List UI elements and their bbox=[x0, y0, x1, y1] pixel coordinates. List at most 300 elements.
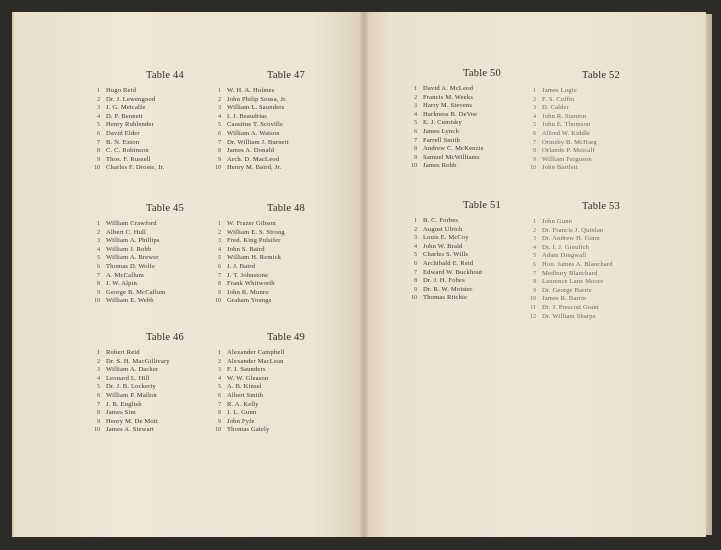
seat-number: 3 bbox=[533, 105, 536, 112]
seat-number: 1 bbox=[218, 88, 221, 94]
guest-row bbox=[86, 358, 226, 367]
guest-name: R. A. Kelly bbox=[227, 400, 259, 408]
seat-number: 3 bbox=[97, 105, 100, 112]
guest-name: William A. Brewer bbox=[106, 254, 159, 262]
table-44 bbox=[86, 70, 226, 173]
guest-row bbox=[207, 297, 347, 306]
seat-number: 2 bbox=[218, 229, 221, 236]
guest-row bbox=[86, 237, 226, 246]
guest-row bbox=[207, 237, 347, 246]
guest-name: Adam Dingwall bbox=[542, 252, 587, 260]
guest-row bbox=[86, 113, 226, 122]
guest-row bbox=[86, 104, 226, 113]
guest-name: Alexander MacLean bbox=[227, 357, 284, 365]
seat-number: 4 bbox=[533, 113, 536, 120]
table-title: Table 46 bbox=[146, 332, 184, 343]
guest-row bbox=[86, 156, 226, 165]
guest-row bbox=[86, 272, 226, 281]
guest-row bbox=[207, 366, 347, 375]
guest-name: D. P. Bennett bbox=[106, 112, 143, 120]
guest-row bbox=[522, 87, 662, 96]
table-title: Table 52 bbox=[582, 70, 620, 81]
seat-number: 8 bbox=[97, 148, 100, 155]
guest-row bbox=[522, 313, 662, 322]
seat-number: 1 bbox=[218, 221, 221, 227]
seat-number: 1 bbox=[97, 350, 100, 356]
guest-row bbox=[86, 121, 226, 130]
guest-name: John W. Brald bbox=[423, 242, 463, 250]
guest-name: John S. Baird bbox=[227, 245, 265, 253]
seat-number: 2 bbox=[97, 229, 100, 236]
seat-number: 5 bbox=[414, 252, 417, 259]
guest-name: B. C. Forbes bbox=[423, 217, 459, 224]
guest-row bbox=[86, 426, 226, 435]
seat-number: 8 bbox=[414, 146, 417, 153]
seat-number: 1 bbox=[414, 86, 417, 92]
guest-row bbox=[86, 96, 226, 105]
guest-row bbox=[207, 139, 347, 148]
guest-row bbox=[86, 139, 226, 148]
seat-number: 8 bbox=[533, 148, 536, 155]
guest-row bbox=[207, 220, 347, 229]
guest-name: E. J. Cumisky bbox=[423, 119, 462, 127]
seat-number: 6 bbox=[97, 130, 100, 137]
guest-row bbox=[522, 156, 662, 165]
guest-row bbox=[522, 130, 662, 139]
guest-name: W. Frazer Gibson bbox=[227, 220, 276, 227]
seat-number: 1 bbox=[414, 218, 417, 224]
seat-number: 10 bbox=[411, 163, 417, 170]
guest-list bbox=[86, 349, 226, 435]
guest-name: I. J. Beaudrias bbox=[227, 112, 267, 120]
seat-number: 9 bbox=[414, 286, 417, 293]
seat-number: 9 bbox=[414, 154, 417, 161]
seat-number: 8 bbox=[97, 281, 100, 288]
guest-name: William A. Phillips bbox=[106, 237, 160, 245]
guest-row bbox=[207, 147, 347, 156]
seat-number: 5 bbox=[533, 122, 536, 129]
guest-row bbox=[522, 139, 662, 148]
guest-name: Alexander Campbell bbox=[227, 349, 285, 356]
seat-number: 8 bbox=[97, 410, 100, 417]
guest-row bbox=[522, 244, 662, 253]
guest-name: David A. McLeod bbox=[423, 85, 474, 92]
guest-row bbox=[522, 113, 662, 122]
guest-row bbox=[86, 392, 226, 401]
seat-number: 4 bbox=[97, 375, 100, 382]
guest-row bbox=[86, 220, 226, 229]
guest-name: Dr. J. H. Fobes bbox=[423, 277, 465, 285]
guest-name: Arch. D. MacLeod bbox=[227, 155, 280, 163]
guest-row bbox=[522, 96, 662, 105]
guest-name: James R. Barrie bbox=[542, 295, 587, 303]
table-title: Table 48 bbox=[267, 203, 305, 214]
seat-number: 9 bbox=[97, 156, 100, 163]
guest-row bbox=[207, 121, 347, 130]
guest-name: James A. Stewart bbox=[106, 426, 154, 434]
guest-row bbox=[207, 229, 347, 238]
seat-number: 11 bbox=[530, 304, 536, 311]
guest-name: J. B. English bbox=[106, 400, 142, 408]
seat-number: 1 bbox=[97, 221, 100, 227]
guest-name: F. S. Coffin bbox=[542, 95, 575, 103]
seat-number: 1 bbox=[218, 350, 221, 356]
seat-number: 2 bbox=[218, 358, 221, 365]
guest-row bbox=[207, 383, 347, 392]
seat-number: 3 bbox=[97, 238, 100, 245]
seat-number: 9 bbox=[218, 289, 221, 296]
seat-number: 7 bbox=[533, 139, 536, 146]
seat-number: 2 bbox=[218, 96, 221, 103]
guest-row bbox=[86, 87, 226, 96]
guest-name: William J. Robb bbox=[106, 245, 152, 253]
seat-number: 4 bbox=[218, 246, 221, 253]
guest-name: Dr. I. J. Greulich bbox=[542, 243, 590, 251]
seat-number: 8 bbox=[218, 281, 221, 288]
guest-name: Francis M. Weeks bbox=[423, 93, 473, 101]
guest-row bbox=[86, 280, 226, 289]
guest-name: A. McCallum bbox=[106, 271, 144, 279]
guest-row bbox=[86, 383, 226, 392]
seat-number: 9 bbox=[97, 418, 100, 425]
seat-number: 3 bbox=[533, 236, 536, 243]
table-title: Table 53 bbox=[582, 201, 620, 212]
guest-row bbox=[207, 409, 347, 418]
guest-name: B. N. Exton bbox=[106, 138, 140, 146]
guest-row bbox=[86, 246, 226, 255]
guest-row bbox=[522, 147, 662, 156]
guest-name: William A. Dacker bbox=[106, 366, 159, 374]
guest-name: Dr. Francis J. Quinlan bbox=[542, 226, 604, 234]
seat-number: 6 bbox=[97, 392, 100, 399]
guest-row bbox=[522, 278, 662, 287]
guest-row bbox=[522, 295, 662, 304]
seat-number: 5 bbox=[218, 122, 221, 129]
guest-name: Archibald E. Reid bbox=[423, 259, 474, 267]
guest-row bbox=[207, 87, 347, 96]
guest-name: William Crawford bbox=[106, 220, 157, 227]
seat-number: 1 bbox=[533, 88, 536, 94]
guest-name: Graham Youngs bbox=[227, 297, 272, 305]
guest-name: James Logie bbox=[542, 87, 577, 94]
guest-name: Medbury Blanchard bbox=[542, 269, 598, 277]
guest-name: John R. Munro bbox=[227, 288, 269, 296]
table-title: Table 51 bbox=[463, 200, 501, 211]
guest-name: C. C. Robinson bbox=[106, 147, 149, 155]
seat-number: 5 bbox=[533, 253, 536, 260]
guest-name: William E. S. Strong bbox=[227, 228, 285, 236]
seat-number: 9 bbox=[97, 289, 100, 296]
seat-number: 5 bbox=[97, 384, 100, 391]
guest-name: Charles S. Wills bbox=[423, 251, 469, 259]
seat-number: 5 bbox=[218, 255, 221, 262]
guest-name: Harry M. Stevens bbox=[423, 102, 473, 110]
seat-number: 9 bbox=[218, 418, 221, 425]
seat-number: 5 bbox=[97, 122, 100, 129]
guest-name: Charles F. Droste, Jr. bbox=[106, 164, 165, 172]
guest-name: Thomas Ritchie bbox=[423, 294, 468, 302]
seat-number: 7 bbox=[218, 272, 221, 279]
seat-number: 4 bbox=[414, 111, 417, 118]
guest-name: John E. Thomson bbox=[542, 121, 591, 129]
guest-name: Hon. James A. Blanchard bbox=[542, 260, 613, 268]
table-49 bbox=[207, 332, 347, 435]
guest-row bbox=[522, 121, 662, 130]
guest-row bbox=[522, 164, 662, 173]
page-edge bbox=[706, 14, 712, 535]
guest-row bbox=[207, 375, 347, 384]
guest-name: Dr. William Sharpe bbox=[542, 312, 596, 320]
guest-name: W. W. Gleason bbox=[227, 374, 269, 382]
guest-name: Dr. J. Lewengood bbox=[106, 95, 156, 103]
guest-row bbox=[207, 263, 347, 272]
guest-row bbox=[207, 156, 347, 165]
seat-number: 7 bbox=[97, 401, 100, 408]
guest-name: Fred. King Pulsifer bbox=[227, 237, 281, 245]
seat-number: 10 bbox=[530, 165, 536, 172]
seat-number: 4 bbox=[533, 244, 536, 251]
guest-row bbox=[86, 375, 226, 384]
seat-number: 7 bbox=[218, 401, 221, 408]
guest-row bbox=[207, 164, 347, 173]
guest-name: Hugo Reid bbox=[106, 87, 137, 94]
seat-number: 8 bbox=[533, 279, 536, 286]
guest-name: John R. Stanton bbox=[542, 112, 587, 120]
guest-name: Albert C. Hull bbox=[106, 228, 147, 236]
guest-name: August Ulrich bbox=[423, 225, 463, 233]
seat-number: 6 bbox=[414, 260, 417, 267]
guest-row bbox=[522, 227, 662, 236]
guest-row bbox=[522, 304, 662, 313]
guest-name: Andrew C. McKenzie bbox=[423, 145, 484, 153]
guest-list bbox=[207, 220, 347, 306]
guest-row bbox=[86, 297, 226, 306]
seat-number: 6 bbox=[218, 130, 221, 137]
guest-name: Thomas Gately bbox=[227, 426, 270, 434]
guest-list bbox=[86, 87, 226, 173]
seat-number: 7 bbox=[97, 272, 100, 279]
guest-row bbox=[207, 113, 347, 122]
seat-number: 6 bbox=[414, 128, 417, 135]
seat-number: 7 bbox=[414, 269, 417, 276]
guest-name: James Lynch bbox=[423, 127, 459, 135]
guest-row bbox=[207, 401, 347, 410]
guest-row bbox=[86, 147, 226, 156]
guest-name: F. J. Saunders bbox=[227, 366, 266, 374]
seat-number: 10 bbox=[215, 298, 221, 305]
seat-number: 6 bbox=[218, 263, 221, 270]
seat-number: 3 bbox=[414, 103, 417, 110]
guest-name: Henry M. De Mott bbox=[106, 417, 158, 425]
guest-name: John Gunn bbox=[542, 218, 573, 225]
guest-list bbox=[522, 218, 662, 321]
guest-name: Edward W. Buckhout bbox=[423, 268, 483, 276]
guest-name: J. W. Alpin bbox=[106, 280, 137, 288]
table-title: Table 50 bbox=[463, 68, 501, 79]
guest-name: J. J. Baird bbox=[227, 262, 256, 270]
table-52 bbox=[522, 70, 662, 173]
guest-name: William E. Webb bbox=[106, 297, 154, 305]
guest-name: James Robb bbox=[423, 162, 457, 170]
guest-row bbox=[207, 254, 347, 263]
seat-number: 2 bbox=[414, 226, 417, 233]
guest-name: Dr. S. H. MacGillivary bbox=[106, 357, 170, 365]
guest-name: D. Calder bbox=[542, 104, 569, 112]
guest-row bbox=[86, 289, 226, 298]
guest-name: Louis E. McCoy bbox=[423, 234, 469, 242]
guest-name: Frank Whitworth bbox=[227, 280, 275, 288]
seat-number: 3 bbox=[218, 367, 221, 374]
guest-name: Dr. J. Prescott Grant bbox=[542, 303, 599, 311]
guest-row bbox=[522, 252, 662, 261]
guest-name: Leonard L. Hill bbox=[106, 374, 150, 382]
guest-name: Thomas D. Wolfe bbox=[106, 262, 156, 270]
guest-row bbox=[86, 130, 226, 139]
guest-list bbox=[86, 220, 226, 306]
seat-number: 10 bbox=[530, 296, 536, 303]
seat-number: 1 bbox=[533, 219, 536, 225]
guest-name: Alfred W. Kiddle bbox=[542, 129, 590, 137]
guest-row bbox=[86, 164, 226, 173]
seat-number: 10 bbox=[94, 427, 100, 434]
guest-name: J. L. Gunn bbox=[227, 409, 257, 417]
guest-name: James A. Donald bbox=[227, 147, 275, 155]
guest-row bbox=[86, 409, 226, 418]
seat-number: 9 bbox=[533, 156, 536, 163]
guest-row bbox=[522, 270, 662, 279]
guest-name: David Elder bbox=[106, 129, 140, 137]
guest-name: William A. Watson bbox=[227, 129, 280, 137]
guest-name: Laurence Lane Moore bbox=[542, 278, 604, 286]
guest-row bbox=[86, 229, 226, 238]
seat-number: 8 bbox=[218, 148, 221, 155]
guest-list bbox=[522, 87, 662, 173]
seat-number: 4 bbox=[97, 113, 100, 120]
guest-name: William L. Saunders bbox=[227, 104, 285, 112]
seat-number: 5 bbox=[218, 384, 221, 391]
seat-number: 7 bbox=[97, 139, 100, 146]
table-title: Table 47 bbox=[267, 70, 305, 81]
seat-number: 10 bbox=[94, 165, 100, 172]
table-45 bbox=[86, 203, 226, 306]
table-title: Table 44 bbox=[146, 70, 184, 81]
guest-row bbox=[207, 96, 347, 105]
seat-number: 7 bbox=[533, 270, 536, 277]
table-title: Table 45 bbox=[146, 203, 184, 214]
seat-number: 7 bbox=[218, 139, 221, 146]
guest-name: John Fyfe bbox=[227, 417, 255, 425]
seat-number: 4 bbox=[97, 246, 100, 253]
guest-name: Dr. William J. Burnett bbox=[227, 138, 289, 146]
guest-row bbox=[86, 366, 226, 375]
seat-number: 2 bbox=[97, 358, 100, 365]
guest-name: A. B. Kinsel bbox=[227, 383, 262, 391]
book-gutter bbox=[360, 12, 368, 537]
guest-row bbox=[207, 392, 347, 401]
guest-list bbox=[207, 87, 347, 173]
seat-number: 6 bbox=[533, 130, 536, 137]
table-title: Table 49 bbox=[267, 332, 305, 343]
guest-name: Ormsby B. McHarg bbox=[542, 138, 597, 146]
guest-name: William H. Remick bbox=[227, 254, 282, 262]
guest-row bbox=[522, 104, 662, 113]
seat-number: 10 bbox=[215, 165, 221, 172]
seat-number: 5 bbox=[414, 120, 417, 127]
guest-row bbox=[207, 104, 347, 113]
guest-name: Albert Smith bbox=[227, 391, 264, 399]
table-48 bbox=[207, 203, 347, 306]
seat-number: 4 bbox=[218, 375, 221, 382]
seat-number: 8 bbox=[414, 278, 417, 285]
guest-name: Thos. F. Russell bbox=[106, 155, 151, 163]
seat-number: 3 bbox=[97, 367, 100, 374]
seat-number: 4 bbox=[218, 113, 221, 120]
guest-name: Henry M. Baird, Jr. bbox=[227, 164, 282, 172]
guest-name: Dr. Andrew H. Gunn bbox=[542, 235, 600, 243]
seat-number: 7 bbox=[414, 137, 417, 144]
guest-name: Henry Ruhlender bbox=[106, 121, 154, 129]
seat-number: 9 bbox=[218, 156, 221, 163]
seat-number: 6 bbox=[218, 392, 221, 399]
seat-number: 12 bbox=[530, 313, 536, 320]
seat-number: 10 bbox=[215, 427, 221, 434]
guest-name: William Ferguson bbox=[542, 155, 592, 163]
guest-row bbox=[207, 426, 347, 435]
seat-number: 2 bbox=[533, 227, 536, 234]
seat-number: 5 bbox=[97, 255, 100, 262]
guest-row bbox=[86, 349, 226, 358]
seat-number: 2 bbox=[97, 96, 100, 103]
guest-row bbox=[207, 130, 347, 139]
guest-name: Dr. J. B. Lockerty bbox=[106, 383, 156, 391]
guest-name: Dr. R. W. Moister bbox=[423, 285, 473, 293]
seat-number: 6 bbox=[533, 261, 536, 268]
guest-name: Farrell Smith bbox=[423, 136, 460, 144]
guest-name: John Philip Sousa, Jr. bbox=[227, 95, 287, 103]
guest-row bbox=[86, 263, 226, 272]
guest-row bbox=[522, 235, 662, 244]
guest-name: George B. McCallum bbox=[106, 288, 166, 296]
guest-row bbox=[86, 401, 226, 410]
guest-row bbox=[207, 349, 347, 358]
guest-row bbox=[207, 358, 347, 367]
guest-name: Caustine T. Scoville bbox=[227, 121, 284, 129]
table-53 bbox=[522, 201, 662, 321]
guest-name: J. T. Johnstone bbox=[227, 271, 269, 279]
seat-number: 10 bbox=[411, 295, 417, 302]
seat-number: 1 bbox=[97, 88, 100, 94]
guest-row bbox=[522, 261, 662, 270]
seat-number: 9 bbox=[533, 287, 536, 294]
seat-number: 3 bbox=[414, 235, 417, 242]
guest-list bbox=[207, 349, 347, 435]
table-46 bbox=[86, 332, 226, 435]
guest-row bbox=[207, 246, 347, 255]
guest-name: William P. Mallon bbox=[106, 391, 157, 399]
guest-name: J. G. Metcalfe bbox=[106, 104, 146, 112]
guest-name: Robert Reid bbox=[106, 349, 140, 356]
guest-row bbox=[522, 218, 662, 227]
guest-name: Harkness B. DeVoe bbox=[423, 110, 478, 118]
guest-row bbox=[86, 418, 226, 427]
guest-name: W. H. A. Holmes bbox=[227, 87, 275, 94]
guest-name: Dr. George Barrie bbox=[542, 286, 592, 294]
seat-number: 8 bbox=[218, 410, 221, 417]
seat-number: 2 bbox=[533, 96, 536, 103]
seat-number: 10 bbox=[94, 298, 100, 305]
guest-name: James Sim bbox=[106, 409, 136, 417]
guest-row bbox=[207, 289, 347, 298]
